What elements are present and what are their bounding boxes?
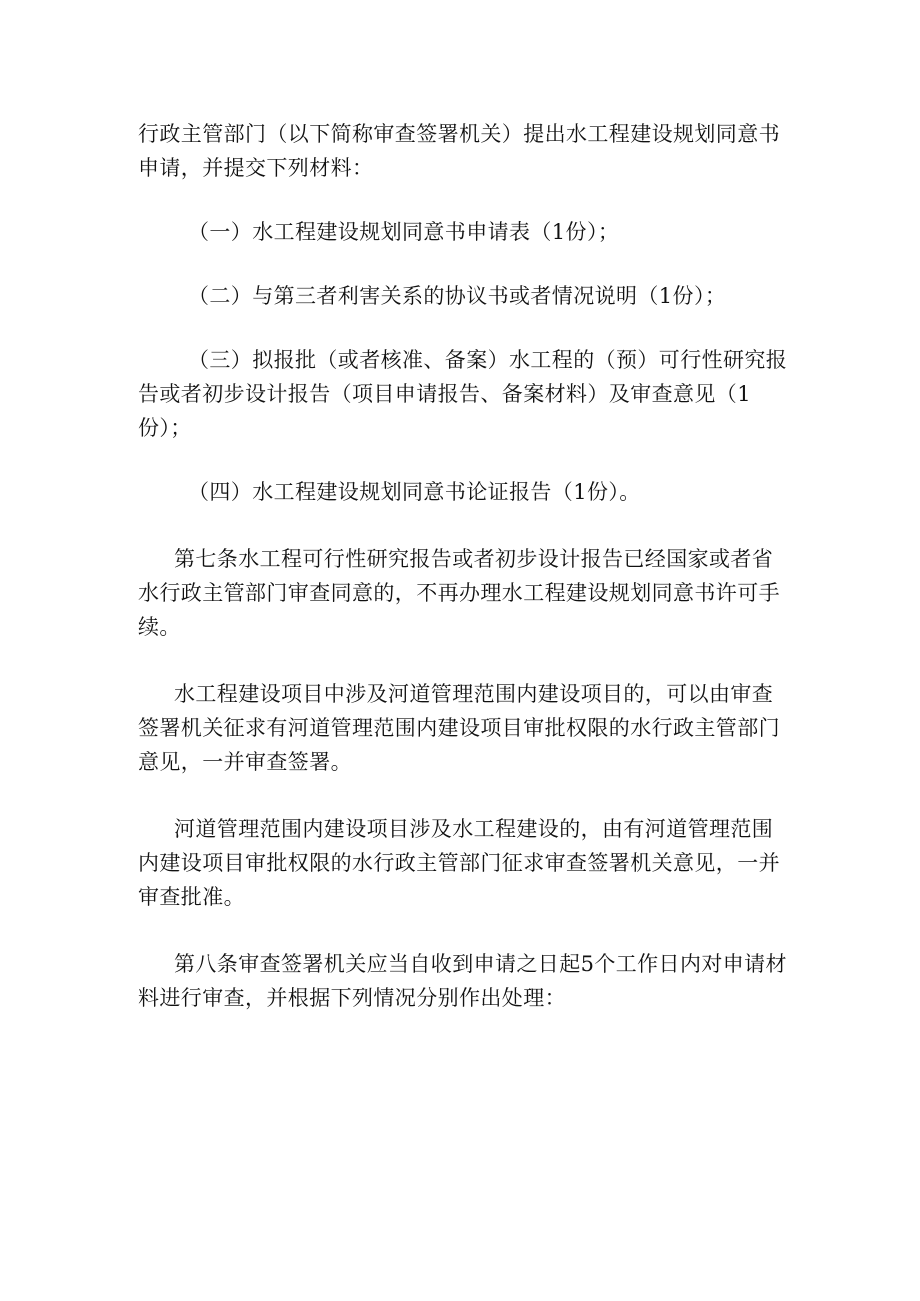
paragraph-item-4: （四）水工程建设规划同意书论证报告（1份）。 (188, 480, 641, 504)
document-body (138, 117, 788, 1015)
paragraph-river-project: 河道管理范围内建设项目涉及水工程建设的，由有河道管理范围内建设项目审批权限的水行政主管部门征求审查签署机关意见，一并审查批准。 (138, 817, 780, 909)
paragraph-intro: 行政主管部门（以下简称审查签署机关）提出水工程建设规划同意书申请，并提交下列材料： (138, 122, 780, 180)
paragraph-item-3: （三）拟报批（或者核准、备案）水工程的（预）可行性研究报告或者初步设计报告（项目申请报告、备案材料）及审查意见（1份）； (138, 348, 788, 440)
paragraph-article-8: 第八条审查签署机关应当自收到申请之日起5个工作日内对申请材料进行审查，并根据下列情况分别作出处理： (138, 952, 787, 1010)
paragraph-article-7: 第七条水工程可行性研究报告或者初步设计报告已经国家或者省水行政主管部门审查同意的，不再办理水工程建设规划同意书许可手续。 (138, 547, 780, 639)
paragraph-water-project: 水工程建设项目中涉及河道管理范围内建设项目的，可以由审查签署机关征求有河道管理范围内建设项目审批权限的水行政主管部门意见，一并审查签署。 (138, 682, 780, 774)
paragraph-item-2: （二）与第三者利害关系的协议书或者情况说明（1份）； (188, 284, 727, 308)
paragraph-item-1: （一）水工程建设规划同意书申请表（1份）； (188, 220, 620, 244)
